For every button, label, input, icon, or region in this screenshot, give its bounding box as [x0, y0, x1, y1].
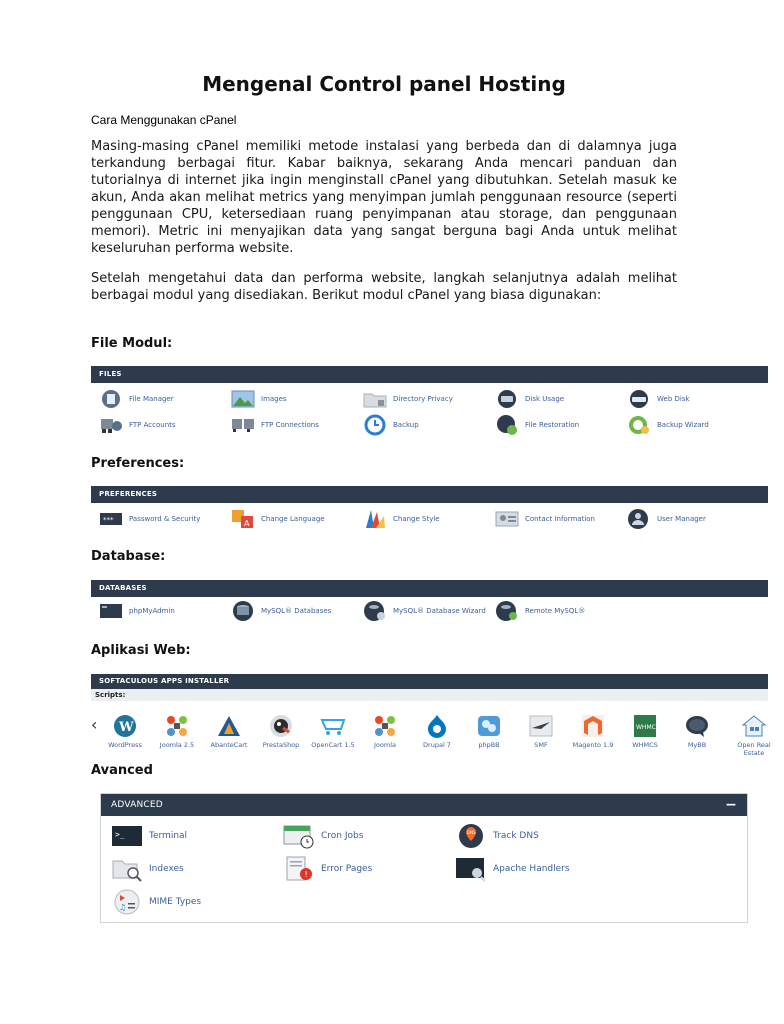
ftp-connections-icon — [231, 414, 255, 436]
opencart-icon — [320, 714, 346, 738]
heading-aplikasi-web: Aplikasi Web: — [91, 643, 191, 658]
files-panel-header: FILES — [91, 366, 768, 383]
subtitle: Cara Menggunakan cPanel — [91, 113, 237, 127]
password-icon — [99, 508, 123, 530]
preferences-panel-header: PREFERENCES — [91, 486, 768, 503]
indexes-item[interactable]: Indexes — [111, 856, 184, 882]
user-manager-item[interactable]: User Manager — [627, 508, 706, 530]
ftp-accounts-item[interactable]: FTP Accounts — [99, 414, 176, 436]
app-abantecart[interactable]: AbanteCart — [204, 714, 254, 749]
app-smf[interactable]: SMF — [516, 714, 566, 749]
error-page-icon — [283, 856, 315, 882]
svg-text:W: W — [119, 720, 134, 735]
images-icon — [231, 388, 255, 410]
prev-arrow-button[interactable]: ‹ — [91, 715, 98, 734]
file-restoration-item[interactable]: File Restoration — [495, 414, 579, 436]
phpbb-icon — [476, 714, 502, 738]
heading-database: Database: — [91, 549, 166, 564]
password-security-item[interactable]: *** Password & Security — [99, 508, 200, 530]
app-joomla-25[interactable]: Joomla 2.5 — [152, 714, 202, 749]
smf-icon — [528, 714, 554, 738]
phpmyadmin-icon — [99, 600, 123, 622]
dns-pin-icon — [455, 823, 487, 849]
svg-text:!: ! — [304, 870, 308, 879]
scripts-label: Scripts: — [91, 689, 768, 701]
svg-text:♫: ♫ — [119, 903, 127, 912]
app-wordpress[interactable]: W WordPress — [100, 714, 150, 749]
apache-handler-icon — [455, 856, 487, 882]
terminal-icon — [111, 823, 143, 849]
palette-icon — [363, 508, 387, 530]
wordpress-icon — [112, 714, 138, 738]
mime-types-icon — [111, 889, 143, 915]
apache-handlers-item[interactable]: Apache Handlers — [455, 856, 570, 882]
app-joomla[interactable]: Joomla — [360, 714, 410, 749]
web-disk-icon — [627, 388, 651, 410]
svg-text:WHMCS: WHMCS — [636, 724, 660, 731]
remote-database-icon — [495, 600, 519, 622]
directory-privacy-item[interactable]: Directory Privacy — [363, 388, 453, 410]
ftp-connections-item[interactable]: FTP Connections — [231, 414, 319, 436]
databases-panel-header: DATABASES — [91, 580, 768, 597]
house-icon — [741, 714, 767, 738]
remote-mysql-item[interactable]: Remote MySQL® — [495, 600, 585, 622]
change-language-item[interactable]: A Change Language — [231, 508, 325, 530]
contact-card-icon — [495, 508, 519, 530]
change-style-item[interactable]: Change Style — [363, 508, 440, 530]
preferences-panel — [91, 486, 768, 533]
file-manager-icon — [99, 388, 123, 410]
database-wizard-icon — [363, 600, 387, 622]
mybb-icon — [684, 714, 710, 738]
apps-row — [91, 674, 771, 757]
backup-item[interactable]: Backup — [363, 414, 419, 436]
mysql-database-wizard-item[interactable]: MySQL® Database Wizard — [363, 600, 486, 622]
drupal-icon — [424, 714, 450, 738]
heading-preferences: Preferences: — [91, 456, 185, 471]
svg-text:A: A — [244, 519, 250, 528]
app-magento-19[interactable]: Magento 1.9 — [568, 714, 618, 749]
web-disk-item[interactable]: Web Disk — [627, 388, 690, 410]
softaculous-panel-header: SOFTACULOUS APPS INSTALLER — [91, 674, 768, 689]
advanced-panel — [100, 793, 748, 923]
error-pages-item[interactable]: ! Error Pages — [283, 856, 372, 882]
app-phpbb[interactable]: phpBB — [464, 714, 514, 749]
mysql-databases-item[interactable]: MySQL® Databases — [231, 600, 331, 622]
calendar-clock-icon — [283, 823, 315, 849]
svg-text:***: *** — [103, 516, 114, 524]
paragraph-modules: Setelah mengetahui data dan performa website, langkah selanjutnya adalah melihat berbagai modul yang disediakan. Berikut modul cPanel yang biasa digunakan: — [91, 271, 677, 303]
joomla-icon — [164, 714, 190, 738]
folder-search-icon — [111, 856, 143, 882]
language-icon — [231, 508, 255, 530]
app-prestashop[interactable]: PrestaShop — [256, 714, 306, 749]
paragraph-intro: Masing-masing cPanel memiliki metode instalasi yang berbeda dan di dalamnya juga terkandung berbagai fitur. Kabar baiknya, sekarang Anda mencari panduan dan tutorialnya di internet jika ingin menginstall cPanel yang dibutuhkan. Setelah masuk ke akun, Anda akan melihat metrics yang menyimpan jumlah penggunaan resource (seperti penggunaan CPU, ketersediaan ruang penyimpanan atau storage, dan penggunaan memori). Metric ini menyajikan data yang sangat berguna bagi Anda untuk melihat keseluruhan performa website. — [91, 139, 677, 256]
app-opencart-15[interactable]: OpenCart 1.5 — [308, 714, 358, 749]
images-item[interactable]: Images — [231, 388, 287, 410]
app-drupal-7[interactable]: Drupal 7 — [412, 714, 462, 749]
files-panel — [91, 366, 768, 440]
backup-icon — [363, 414, 387, 436]
abantecart-icon — [216, 714, 242, 738]
collapse-button[interactable]: − — [725, 797, 737, 813]
app-open-real-estate[interactable]: Open Real Estate — [724, 714, 784, 757]
cron-jobs-item[interactable]: Cron Jobs — [283, 823, 363, 849]
disk-usage-icon — [495, 388, 519, 410]
track-dns-item[interactable]: DNS Track DNS — [455, 823, 539, 849]
svg-text:>_: >_ — [115, 830, 125, 839]
file-restoration-icon — [495, 414, 519, 436]
magento-icon — [580, 714, 606, 738]
mime-types-item[interactable]: ♫ MIME Types — [111, 889, 201, 915]
heading-avanced: Avanced — [91, 763, 153, 778]
database-icon — [231, 600, 255, 622]
app-mybb[interactable]: MyBB — [672, 714, 722, 749]
app-whmcs[interactable]: WHMCS WHMCS — [620, 714, 670, 749]
user-manager-icon — [627, 508, 651, 530]
heading-file-modul: File Modul: — [91, 336, 173, 351]
ftp-accounts-icon — [99, 414, 123, 436]
disk-usage-item[interactable]: Disk Usage — [495, 388, 564, 410]
advanced-panel-header: ADVANCED − — [101, 794, 747, 816]
whmcs-icon — [632, 714, 658, 738]
terminal-item[interactable]: >_ Terminal — [111, 823, 187, 849]
phpmyadmin-item[interactable]: phpMyAdmin — [99, 600, 175, 622]
joomla-icon — [372, 714, 398, 738]
backup-wizard-icon — [627, 414, 651, 436]
contact-information-item[interactable]: Contact Information — [495, 508, 595, 530]
page-title: Mengenal Control panel Hosting — [202, 72, 566, 96]
prestashop-icon — [268, 714, 294, 738]
svg-text:DNS: DNS — [467, 830, 476, 835]
backup-wizard-item[interactable]: Backup Wizard — [627, 414, 709, 436]
folder-lock-icon — [363, 388, 387, 410]
file-manager-item[interactable]: File Manager — [99, 388, 174, 410]
databases-panel — [91, 580, 768, 626]
